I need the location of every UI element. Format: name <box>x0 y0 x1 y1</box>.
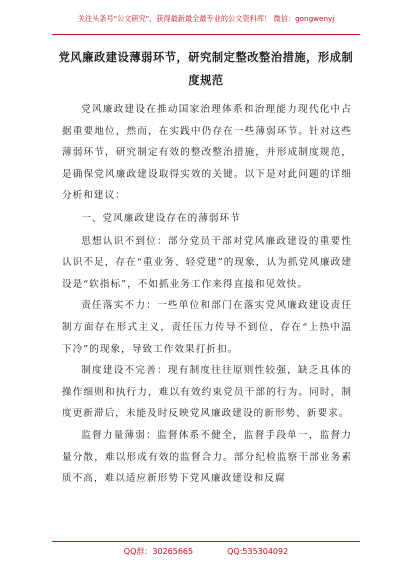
list-item: 监督力量薄弱：监督体系不健全，监督手段单一，监督力量分散，难以形成有效的监督合力。部分纪检监察干部业务素质不高，难以适应新形势下党风廉政建设和反腐 <box>62 429 352 485</box>
list-item: 思想认识不到位：部分党员干部对党风廉政建设的重要性认识不足，存在“重业务、轻党建”的现象，认为抓党风廉政建设是“软指标”，不如抓业务工作来得直接和见效快。 <box>62 235 352 290</box>
section-heading: 一、党风廉政建设存在的薄弱环节 <box>81 212 241 224</box>
intro-paragraph: 党风廉政建设在推动国家治理体系和治理能力现代化中占据重要地位，然而，在实践中仍存在一些薄弱环节。针对这些薄弱环节，研究制定有效的整改整治措施，并形成制度规范，是确保党风廉政建设取得实效的关键。以下是对此问题的详细分析和建议： <box>62 104 352 202</box>
header-banner: 关注头条号"公文研究"，获得最新最全最专业的公文资料库！ 微信：gongwenyj <box>77 14 335 23</box>
list-item: 责任落实不力：一些单位和部门在落实党风廉政建设责任制方面存在形式主义，责任压力传导不到位，存在“上热中温下冷”的现象，导致工作效果打折扣。 <box>62 300 352 355</box>
header-divider <box>52 34 360 35</box>
footer-qq-group: QQ群：30265665 <box>123 547 194 556</box>
document-body <box>62 99 352 490</box>
footer <box>52 542 360 562</box>
document-title: 党风廉政建设薄弱环节，研究制定整改整治措施，形成制度规范 <box>58 50 354 87</box>
footer-qq-contact: QQ:535304092 <box>227 547 289 556</box>
list-item: 制度建设不完善：现有制度往往原则性较强，缺乏具体的操作细则和执行力，难以有效约束党员干部的行为。同时，制度更新滞后，未能及时反映党风廉政建设的新形势、新要求。 <box>62 365 352 420</box>
